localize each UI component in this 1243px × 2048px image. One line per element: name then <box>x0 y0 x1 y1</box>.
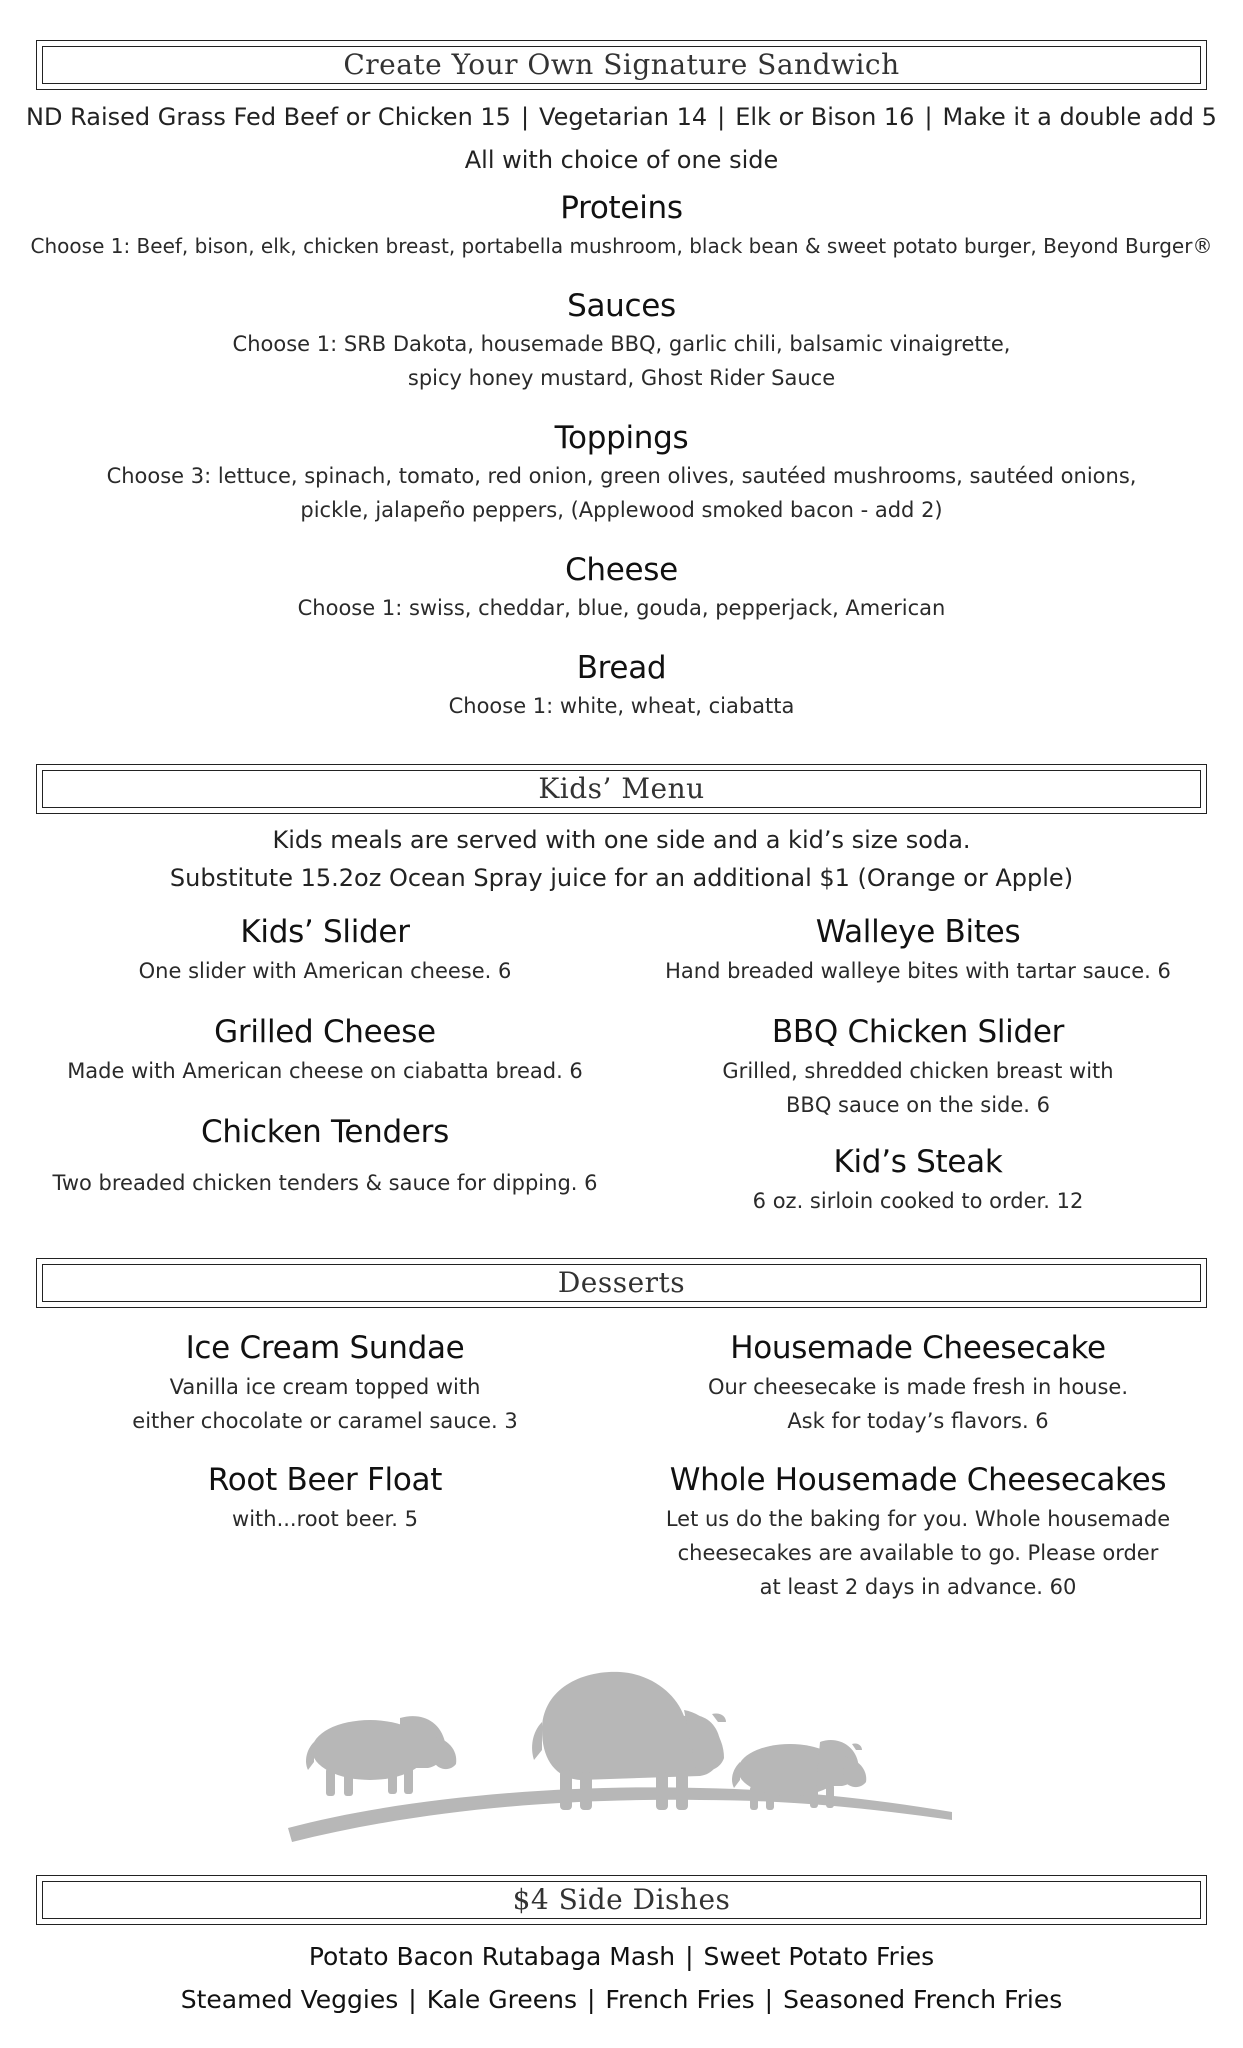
whole-cheesecakes-desc-3: at least 2 days in advance. 60 <box>759 1575 1077 1599</box>
root-beer-float-name: Root Beer Float <box>207 1462 443 1498</box>
kids-left-column <box>30 914 620 1200</box>
grilled-cheese-name: Grilled Cheese <box>214 1014 436 1050</box>
whole-cheesecakes-name: Whole Housemade Cheesecakes <box>669 1462 1167 1498</box>
side-item: Kale Greens <box>426 1985 577 2014</box>
ice-cream-sundae-desc-2: either chocolate or caramel sauce. 3 <box>132 1409 518 1433</box>
root-beer-float-desc: with...root beer. 5 <box>232 1507 418 1531</box>
price-beef-chicken: ND Raised Grass Fed Beef or Chicken 15 <box>26 103 511 131</box>
sauces-line-2: spicy honey mustard, Ghost Rider Sauce <box>407 366 836 390</box>
bbq-chicken-slider-desc-2: BBQ sauce on the side. 6 <box>786 1093 1050 1117</box>
sides-title: $4 Side Dishes <box>512 1883 731 1916</box>
kids-steak-name: Kid’s Steak <box>833 1144 1003 1180</box>
kids-steak-desc: 6 oz. sirloin cooked to order. 12 <box>752 1189 1084 1213</box>
bread-heading: Bread <box>576 650 667 686</box>
side-item: Steamed Veggies <box>180 1985 399 2014</box>
toppings-line-2: pickle, jalapeño peppers, (Applewood smoked bacon - add 2) <box>300 498 943 522</box>
chicken-tenders-desc: Two breaded chicken tenders & sauce for dipping. 6 <box>52 1171 598 1195</box>
desserts-title: Desserts <box>557 1266 686 1299</box>
whole-cheesecakes-desc-2: cheesecakes are available to go. Please order <box>677 1541 1159 1565</box>
bbq-chicken-slider-name: BBQ Chicken Slider <box>771 1014 1065 1050</box>
toppings-heading: Toppings <box>554 420 689 456</box>
sides-banner <box>36 1875 1207 1925</box>
kids-intro-2: Substitute 15.2oz Ocean Spray juice for an additional $1 (Orange or Apple) <box>169 864 1074 892</box>
kids-banner <box>36 764 1207 814</box>
kids-slider-desc: One slider with American cheese. 6 <box>138 959 512 983</box>
desserts-left-column <box>30 1330 620 1536</box>
sandwich-title: Create Your Own Signature Sandwich <box>343 48 900 81</box>
sandwich-side-note: All with choice of one side <box>464 146 779 174</box>
housemade-cheesecake-desc-2: Ask for today’s flavors. 6 <box>787 1409 1049 1433</box>
proteins-heading: Proteins <box>560 190 683 226</box>
walleye-bites-name: Walleye Bites <box>815 914 1021 950</box>
bison-herd-illustration <box>280 1650 960 1850</box>
kids-right-column <box>623 914 1213 1218</box>
ice-cream-sundae-name: Ice Cream Sundae <box>185 1330 465 1366</box>
walleye-bites-desc: Hand breaded walleye bites with tartar sauce. 6 <box>665 959 1171 983</box>
grilled-cheese-desc: Made with American cheese on ciabatta bread. 6 <box>67 1059 583 1083</box>
sauces-heading: Sauces <box>567 288 676 324</box>
proteins-line: Choose 1: Beef, bison, elk, chicken breast, portabella mushroom, black bean & sweet potato burger, Beyond Burger® <box>30 234 1213 258</box>
sides-row-2: Steamed Veggies | Kale Greens | French Fries | Seasoned French Fries <box>180 1985 1063 2014</box>
kids-intro-1: Kids meals are served with one side and a kid’s size soda. <box>272 826 971 854</box>
side-item: Potato Bacon Rutabaga Mash <box>308 1942 676 1971</box>
bbq-chicken-slider-desc-1: Grilled, shredded chicken breast with <box>722 1059 1114 1083</box>
toppings-line-1: Choose 3: lettuce, spinach, tomato, red onion, green olives, sautéed mushrooms, sautéed onions, <box>106 464 1137 488</box>
sides-row-1: Potato Bacon Rutabaga Mash | Sweet Potato Fries <box>308 1942 935 1971</box>
price-vegetarian: Vegetarian 14 <box>539 103 708 131</box>
kids-slider-name: Kids’ Slider <box>240 914 410 950</box>
desserts-banner <box>36 1258 1207 1308</box>
bison-left-icon <box>306 1716 456 1796</box>
housemade-cheesecake-desc-1: Our cheesecake is made fresh in house. <box>707 1375 1129 1399</box>
sandwich-prices: ND Raised Grass Fed Beef or Chicken 15 | Vegetarian 14 | Elk or Bison 16 | Make it a double add 5 <box>26 103 1217 131</box>
kids-title: Kids’ Menu <box>538 772 705 805</box>
whole-cheesecakes-desc-1: Let us do the baking for you. Whole housemade <box>665 1507 1171 1531</box>
housemade-cheesecake-name: Housemade Cheesecake <box>730 1330 1106 1366</box>
ice-cream-sundae-desc-1: Vanilla ice cream topped with <box>169 1375 481 1399</box>
sauces-line-1: Choose 1: SRB Dakota, housemade BBQ, garlic chili, balsamic vinaigrette, <box>232 332 1011 356</box>
cheese-line: Choose 1: swiss, cheddar, blue, gouda, pepperjack, American <box>297 596 946 620</box>
side-item: Sweet Potato Fries <box>703 1942 935 1971</box>
price-elk-bison: Elk or Bison 16 <box>735 103 915 131</box>
desserts-right-column <box>623 1330 1213 1604</box>
side-item: Seasoned French Fries <box>783 1985 1063 2014</box>
price-double: Make it a double add 5 <box>942 103 1217 131</box>
chicken-tenders-name: Chicken Tenders <box>201 1114 449 1150</box>
sandwich-banner <box>36 40 1207 90</box>
side-item: French Fries <box>605 1985 755 2014</box>
bread-line: Choose 1: white, wheat, ciabatta <box>448 694 795 718</box>
cheese-heading: Cheese <box>565 552 678 588</box>
